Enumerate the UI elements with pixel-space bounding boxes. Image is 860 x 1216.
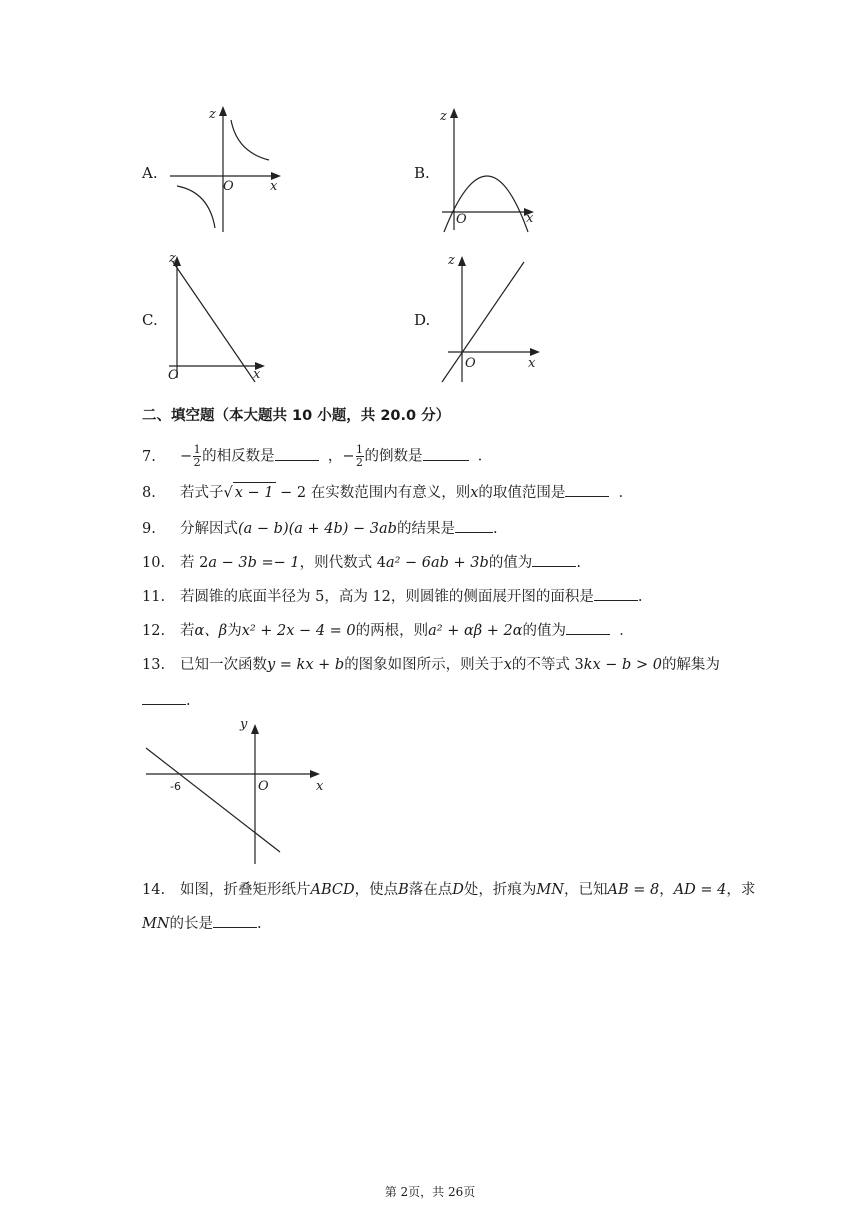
- text: ，求: [726, 882, 756, 898]
- expression: a² + αβ + 2α: [428, 623, 523, 639]
- text: .: [576, 555, 581, 571]
- option-d-graph: [438, 248, 548, 388]
- text: ．: [618, 485, 634, 501]
- variable: MN: [142, 916, 170, 932]
- text: 的值为: [488, 555, 533, 571]
- question-13-graph: [142, 712, 342, 868]
- question-9: [142, 518, 498, 539]
- text: 若式子: [180, 485, 224, 501]
- fraction-denominator: 2: [193, 456, 201, 469]
- question-number: 7.: [142, 448, 156, 465]
- inequality: kx − b > 0: [583, 657, 662, 673]
- fraction-denominator: 2: [356, 456, 364, 469]
- equation: AD = 4: [673, 882, 727, 898]
- text: 的图象如图所示，则关于: [344, 657, 504, 673]
- variable: x: [503, 657, 512, 673]
- text: .: [637, 589, 643, 605]
- x-axis-label: x: [526, 211, 534, 226]
- text: 处，折痕为: [463, 882, 537, 898]
- answer-blank[interactable]: [594, 586, 638, 601]
- text: 若圆锥的底面半径为 5，高为 12，则圆锥的侧面展开图的面积是: [180, 589, 594, 605]
- text: 分解因式: [180, 521, 238, 537]
- origin-label: O: [465, 356, 476, 371]
- variable: x: [470, 485, 479, 501]
- text: 的值为: [522, 623, 567, 639]
- text: ，则代数式 4: [299, 555, 386, 571]
- option-d-label: D.: [414, 311, 431, 329]
- equation: x² + 2x − 4 = 0: [241, 623, 356, 639]
- answer-blank[interactable]: [142, 690, 186, 705]
- expression: a² − 6ab + 3b: [385, 555, 489, 571]
- text: ，已知: [563, 882, 608, 898]
- text: 已知一次函数: [180, 657, 267, 673]
- neg-sign: −: [180, 448, 193, 465]
- option-b-graph: [438, 100, 548, 240]
- variable: MN: [536, 882, 564, 898]
- origin-label: O: [223, 179, 234, 194]
- expression: (a − b)(a + 4b) − 3ab: [238, 521, 397, 537]
- text: 的倒数是: [364, 448, 423, 465]
- text: 落在点: [408, 882, 453, 898]
- function: y = kx + b: [267, 657, 345, 673]
- text: ，: [659, 882, 674, 898]
- tick-label: -6: [170, 780, 181, 793]
- answer-blank[interactable]: [455, 518, 493, 533]
- text: 若: [180, 623, 195, 639]
- text: ．: [477, 448, 493, 465]
- variable: D: [452, 882, 464, 898]
- answer-blank[interactable]: [532, 552, 576, 567]
- question-11: [142, 586, 643, 607]
- origin-label: O: [258, 779, 269, 794]
- text: 若 2: [180, 555, 209, 571]
- question-number: 13.: [142, 657, 166, 673]
- text: ，: [327, 448, 343, 465]
- question-number: 11.: [142, 589, 166, 605]
- question-8: 8. 若式子√ x − 1 − 2 在实数范围内有意义，则x的取值范围是 ．: [142, 482, 633, 503]
- text: 的长是: [169, 916, 214, 932]
- text: 的结果是: [396, 521, 455, 537]
- question-13-answer-line: [142, 690, 191, 711]
- page-footer: 第 2页，共 26页: [384, 1185, 476, 1199]
- text: ，使点: [354, 882, 399, 898]
- text: 的解集为: [661, 657, 720, 673]
- question-7: [142, 444, 492, 469]
- variable: B: [398, 882, 409, 898]
- radicand: x − 1: [234, 485, 274, 501]
- answer-blank[interactable]: [275, 446, 319, 461]
- equation: AB = 8: [607, 882, 660, 898]
- text: .: [492, 521, 498, 537]
- text: − 2 在实数范围内有意义，则: [275, 485, 471, 501]
- question-14-line-2: [142, 913, 262, 934]
- text: 为: [227, 623, 242, 639]
- text: .: [186, 693, 191, 709]
- text: 的两根，则: [355, 623, 429, 639]
- origin-label: O: [168, 368, 179, 383]
- fraction: [356, 444, 364, 469]
- option-b-label: B.: [414, 164, 430, 182]
- question-13: [142, 655, 720, 675]
- answer-blank[interactable]: [423, 446, 469, 461]
- option-a-label: A.: [142, 164, 158, 182]
- text: ．: [619, 623, 634, 639]
- option-c-graph: [165, 248, 275, 388]
- roots: α、β: [194, 623, 228, 639]
- text: 的相反数是: [202, 448, 275, 465]
- question-number: 10.: [142, 555, 166, 571]
- z-axis-label: z: [440, 109, 447, 124]
- equation: a − 3b =− 1: [208, 555, 300, 571]
- option-c-label: C.: [142, 311, 158, 329]
- question-number: 9.: [142, 521, 156, 537]
- question-number: 14.: [142, 882, 166, 898]
- answer-blank[interactable]: [213, 913, 257, 928]
- fraction: [193, 444, 201, 469]
- x-axis-label: x: [528, 356, 536, 371]
- answer-blank[interactable]: [566, 620, 610, 635]
- fraction-numerator: 1: [193, 443, 201, 456]
- option-a-graph: [165, 100, 290, 240]
- question-10: [142, 552, 581, 573]
- z-axis-label: z: [169, 251, 176, 266]
- answer-blank[interactable]: [565, 482, 609, 497]
- origin-label: O: [456, 212, 467, 227]
- neg-sign: −: [342, 448, 355, 465]
- fraction-numerator: 1: [356, 443, 364, 456]
- question-number: 12.: [142, 623, 166, 639]
- question-number: 8.: [142, 485, 156, 501]
- text: 的取值范围是: [478, 485, 566, 501]
- x-axis-label: x: [316, 779, 324, 794]
- question-14: [142, 880, 755, 900]
- variable: ABCD: [310, 882, 355, 898]
- z-axis-label: z: [209, 107, 216, 122]
- x-axis-label: x: [270, 179, 278, 194]
- question-12: [142, 620, 634, 641]
- z-axis-label: z: [448, 253, 455, 268]
- y-axis-label: y: [240, 717, 248, 732]
- text: 的不等式 3: [511, 657, 584, 673]
- text: 如图，折叠矩形纸片: [180, 882, 311, 898]
- text: .: [257, 916, 262, 932]
- section-title: 二、填空题（本大题共 10 小题，共 20.0 分）: [142, 408, 451, 424]
- x-axis-label: x: [253, 367, 261, 382]
